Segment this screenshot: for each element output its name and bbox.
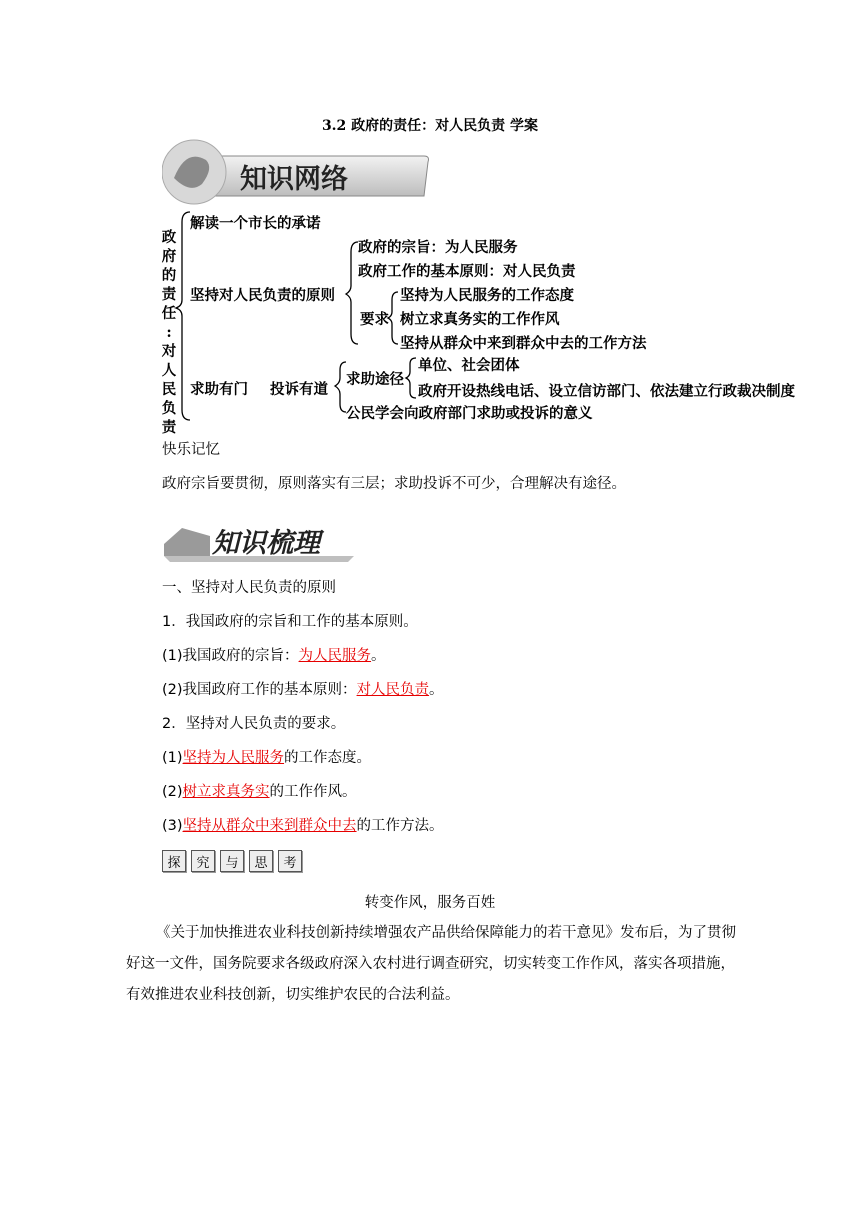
answer-method: 坚持从群众中来到群众中去 <box>182 818 357 834</box>
tree-req-1: 坚持为人民服务的工作态度 <box>400 287 574 304</box>
tag-char: 考 <box>278 850 302 872</box>
tree-branch-3b: 投诉有道 <box>270 381 328 398</box>
tree-root: 政 府 的 责 任 : 对 人 民 负 责 <box>161 229 177 436</box>
explore-body: 《关于加快推进农业科技创新持续增强农产品供给保障能力的若干意见》发布后，为了贯彻好这一文件，国务院要求各级政府深入农村进行调查研究，切实转变工作作风，落实各项措施，有效推进农业科技创新，切实维护农民的合法利益。 <box>126 925 736 1003</box>
section-1-heading: 一、坚持对人民负责的原则 <box>162 580 336 596</box>
tree-help-1: 单位、社会团体 <box>418 357 520 374</box>
tree-help-2: 政府开设热线电话、设立信访部门、依法建立行政裁决制度 <box>418 383 795 400</box>
memory-text: 政府宗旨要贯彻，原则落实有三层；求助投诉不可少，合理解决有途径。 <box>162 476 626 492</box>
line-purpose: (1)我国政府的宗旨：为人民服务。 <box>162 648 386 664</box>
tree-requirement: 要求 <box>360 311 389 328</box>
tree-branch-3a: 求助有门 <box>190 381 248 398</box>
line-principle: (2)我国政府工作的基本原则：对人民负责。 <box>162 682 444 698</box>
line-method: (3)坚持从群众中来到群众中去的工作方法。 <box>162 818 444 834</box>
answer-attitude: 坚持为人民服务 <box>182 750 285 766</box>
svg-text:知识梳理: 知识梳理 <box>212 528 320 559</box>
point-2: 2．坚持对人民负责的要求。 <box>162 716 346 732</box>
point-1: 1．我国政府的宗旨和工作的基本原则。 <box>162 614 418 630</box>
knowledge-network-banner <box>162 138 430 206</box>
answer-principle: 对人民负责 <box>356 682 430 698</box>
knowledge-review-banner <box>162 516 358 562</box>
tag-char: 探 <box>162 850 186 872</box>
tree-branch-1: 解读一个市长的承诺 <box>190 215 321 232</box>
line-style: (2)树立求真务实的工作作风。 <box>162 784 357 800</box>
tree-principle: 政府工作的基本原则：对人民负责 <box>358 263 576 280</box>
tag-char: 思 <box>249 850 273 872</box>
knowledge-tree <box>160 208 840 436</box>
svg-text:知识网络: 知识网络 <box>240 164 348 195</box>
answer-purpose: 为人民服务 <box>298 648 372 664</box>
tree-purpose: 政府的宗旨：为人民服务 <box>358 239 518 256</box>
page-title: 3.2 政府的责任：对人民负责 学案 <box>321 118 539 134</box>
line-attitude: (1)坚持为人民服务的工作态度。 <box>162 750 372 766</box>
explore-tags <box>162 850 302 872</box>
tree-branch-2: 坚持对人民负责的原则 <box>190 287 335 304</box>
tree-req-2: 树立求真务实的工作作风 <box>400 311 560 328</box>
explore-title: 转变作风，服务百姓 <box>364 895 496 911</box>
answer-style: 树立求真务实 <box>182 784 270 800</box>
tree-meaning: 公民学会向政府部门求助或投诉的意义 <box>346 405 593 422</box>
tree-req-3: 坚持从群众中来到群众中去的工作方法 <box>400 335 647 352</box>
tag-char: 究 <box>191 850 215 872</box>
memory-heading: 快乐记忆 <box>162 442 220 458</box>
tag-char: 与 <box>220 850 244 872</box>
tree-help-way: 求助途径 <box>346 371 404 388</box>
